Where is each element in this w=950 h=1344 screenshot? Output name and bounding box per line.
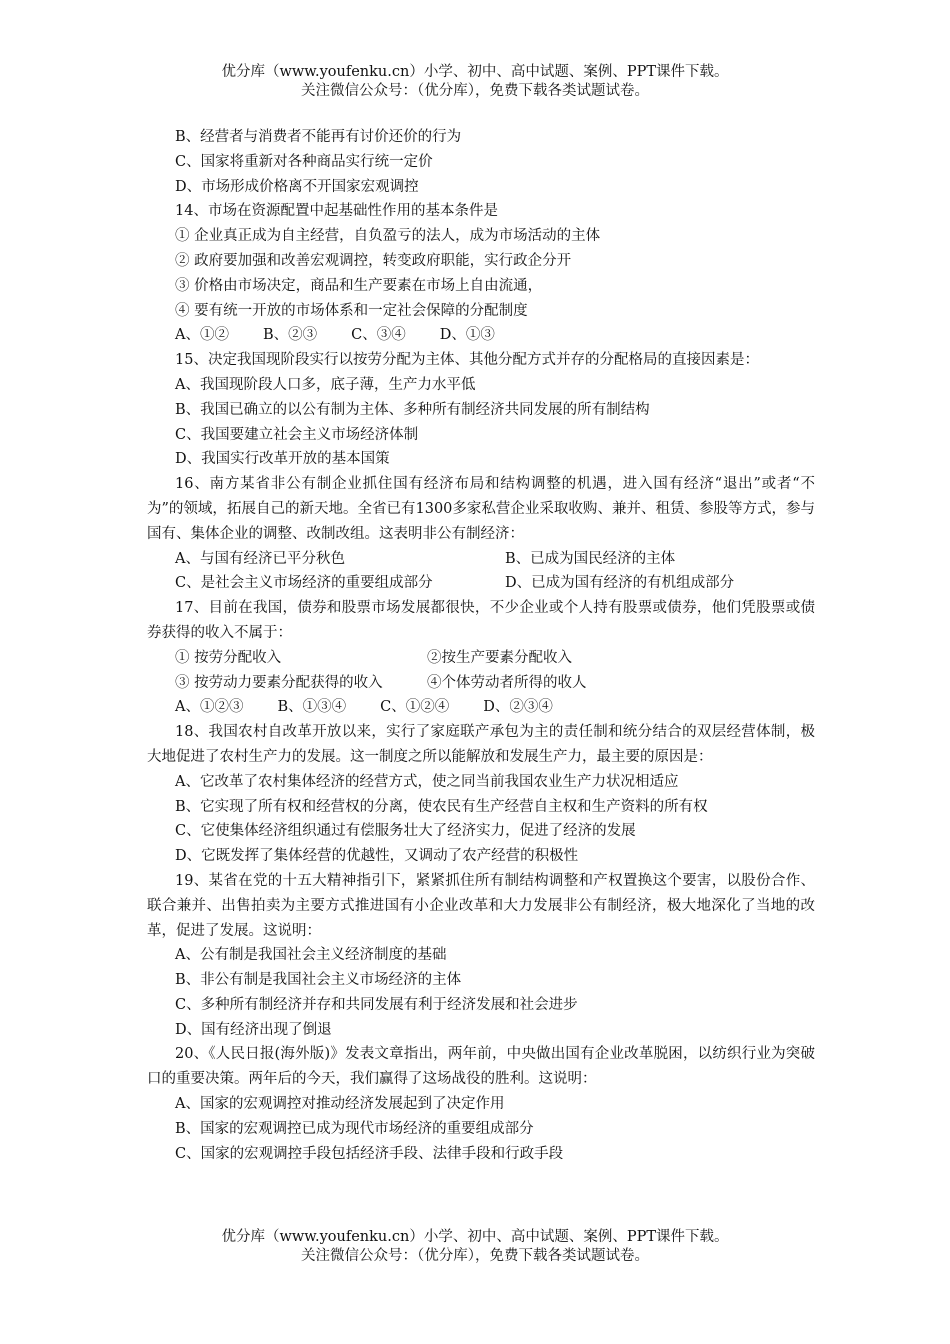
q17-option-d: D、②③④ xyxy=(483,699,553,716)
q14-item-2: ② 政府要加强和改善宏观调控，转变政府职能，实行政企分开 xyxy=(175,252,572,269)
q18-option-b: B、它实现了所有权和经营权的分离，使农民有生产经营自主权和生产资料的所有权 xyxy=(175,798,708,815)
q20-option-b: B、国家的宏观调控已成为现代市场经济的重要组成部分 xyxy=(175,1120,534,1137)
q16-option-d: D、已成为国有经济的有机组成部分 xyxy=(505,575,735,592)
q17-option-a: A、①②③ xyxy=(175,699,244,716)
q16-options-row-2 xyxy=(147,571,815,596)
q14-option-c: C、③④ xyxy=(351,327,406,344)
q19-option-d: D、国有经济出现了倒退 xyxy=(175,1021,332,1038)
q20-stem: 20、《人民日报(海外版)》发表文章指出，两年前，中央做出国有企业改革脱困，以纺织行业为突破口的重要决策。两年后的今天，我们赢得了这场战役的胜利。这说明： xyxy=(147,1046,815,1088)
q17-stem: 17、目前在我国，债券和股票市场发展都很快，不少企业或个人持有股票或债券，他们凭股票或债券获得的收入不属于： xyxy=(147,600,815,641)
q19-option-c: C、多种所有制经济并存和共同发展有利于经济发展和社会进步 xyxy=(175,996,578,1013)
q14-stem: 14、市场在资源配置中起基础性作用的基本条件是 xyxy=(175,203,498,220)
q17-item-2: ②按生产要素分配收入 xyxy=(427,649,572,666)
q20-option-c: C、国家的宏观调控手段包括经济手段、法律手段和行政手段 xyxy=(175,1145,564,1162)
q16-option-c: C、是社会主义市场经济的重要组成部分 xyxy=(175,575,433,592)
footer-line-2: 关注微信公众号：（优分库），免费下载各类试题试卷。 xyxy=(301,1248,649,1264)
exam-content xyxy=(147,125,815,1166)
q17-options xyxy=(147,695,815,720)
q13-option-d: D、市场形成价格离不开国家宏观调控 xyxy=(175,178,419,195)
q14-option-a: A、①② xyxy=(175,327,229,344)
q14-item-1: ① 企业真正成为自主经营，自负盈亏的法人，成为市场活动的主体 xyxy=(175,228,601,245)
q20-option-a: A、国家的宏观调控对推动经济发展起到了决定作用 xyxy=(175,1096,505,1113)
footer-line-1: 优分库（www.youfenku.cn）小学、初中、高中试题、案例、PPT课件下载。 xyxy=(221,1229,729,1245)
q17-item-1: ① 按劳分配收入 xyxy=(175,649,282,666)
q15-stem: 15、决定我国现阶段实行以按劳分配为主体、其他分配方式并存的分配格局的直接因素是： xyxy=(175,352,759,369)
q15-option-c: C、我国要建立社会主义市场经济体制 xyxy=(175,426,419,443)
q18-option-c: C、它使集体经济组织通过有偿服务壮大了经济实力，促进了经济的发展 xyxy=(175,823,636,840)
q17-option-c: C、①②④ xyxy=(380,699,450,716)
header-line-2: 关注微信公众号：（优分库），免费下载各类试题试卷。 xyxy=(301,83,649,99)
q14-option-b: B、②③ xyxy=(262,327,318,344)
q16-option-b: B、已成为国民经济的主体 xyxy=(505,550,676,567)
q16-stem: 16、南方某省非公有制企业抓住国有经济布局和结构调整的机遇，进入国有经济“退出”或者“不为”的领域，拓展自己的新天地。全省已有1300多家私营企业采取收购、兼并、租赁、参股等方式，参与国有、集体企业的调整、改制改组。这表明非公有制经济： xyxy=(147,476,815,542)
q13-option-b: B、经营者与消费者不能再有讨价还价的行为 xyxy=(175,129,462,145)
q14-option-d: D、①③ xyxy=(439,327,495,344)
q16-option-a: A、与国有经济已平分秋色 xyxy=(175,550,345,567)
q13-option-c: C、国家将重新对各种商品实行统一定价 xyxy=(175,153,433,170)
q18-option-a: A、它改革了农村集体经济的经营方式，使之同当前我国农业生产力状况相适应 xyxy=(175,773,679,790)
q16-options-row-1 xyxy=(147,547,815,572)
header-line-1: 优分库（www.youfenku.cn）小学、初中、高中试题、案例、PPT课件下载。 xyxy=(221,64,729,80)
q17-items-row-2 xyxy=(147,671,815,696)
q18-stem: 18、我国农村自改革开放以来，实行了家庭联产承包为主的责任制和统分结合的双层经营体制，极大地促进了农村生产力的发展。这一制度之所以能解放和发展生产力，最主要的原因是： xyxy=(147,724,815,765)
q17-item-3: ③ 按劳动力要素分配获得的收入 xyxy=(175,674,383,691)
q14-item-4: ④ 要有统一开放的市场体系和一定社会保障的分配制度 xyxy=(175,302,528,319)
q17-items-row-1 xyxy=(147,646,815,671)
q15-option-d: D、我国实行改革开放的基本国策 xyxy=(175,451,390,468)
q17-option-b: B、①③④ xyxy=(277,699,347,716)
q14-item-3: ③ 价格由市场决定，商品和生产要素在市场上自由流通， xyxy=(175,277,543,294)
q18-option-d: D、它既发挥了集体经营的优越性，又调动了农产经营的积极性 xyxy=(175,848,579,865)
q17-item-4: ④个体劳动者所得的收人 xyxy=(427,674,587,691)
q15-option-b: B、我国已确立的以公有制为主体、多种所有制经济共同发展的所有制结构 xyxy=(175,401,650,418)
page-footer xyxy=(0,1228,950,1266)
q19-stem: 19、某省在党的十五大精神指引下，紧紧抓住所有制结构调整和产权置换这个要害，以股份合作、联合兼并、出售拍卖为主要方式推进国有小企业改革和大力发展非公有制经济，极大地深化了当地的改革，促进了发展。这说明： xyxy=(147,872,815,939)
page-header xyxy=(0,63,950,101)
q15-option-a: A、我国现阶段人口多，底子薄，生产力水平低 xyxy=(175,376,476,393)
q19-option-b: B、非公有制是我国社会主义市场经济的主体 xyxy=(175,972,462,989)
q19-option-a: A、公有制是我国社会主义经济制度的基础 xyxy=(175,947,447,964)
q14-options xyxy=(147,323,815,348)
